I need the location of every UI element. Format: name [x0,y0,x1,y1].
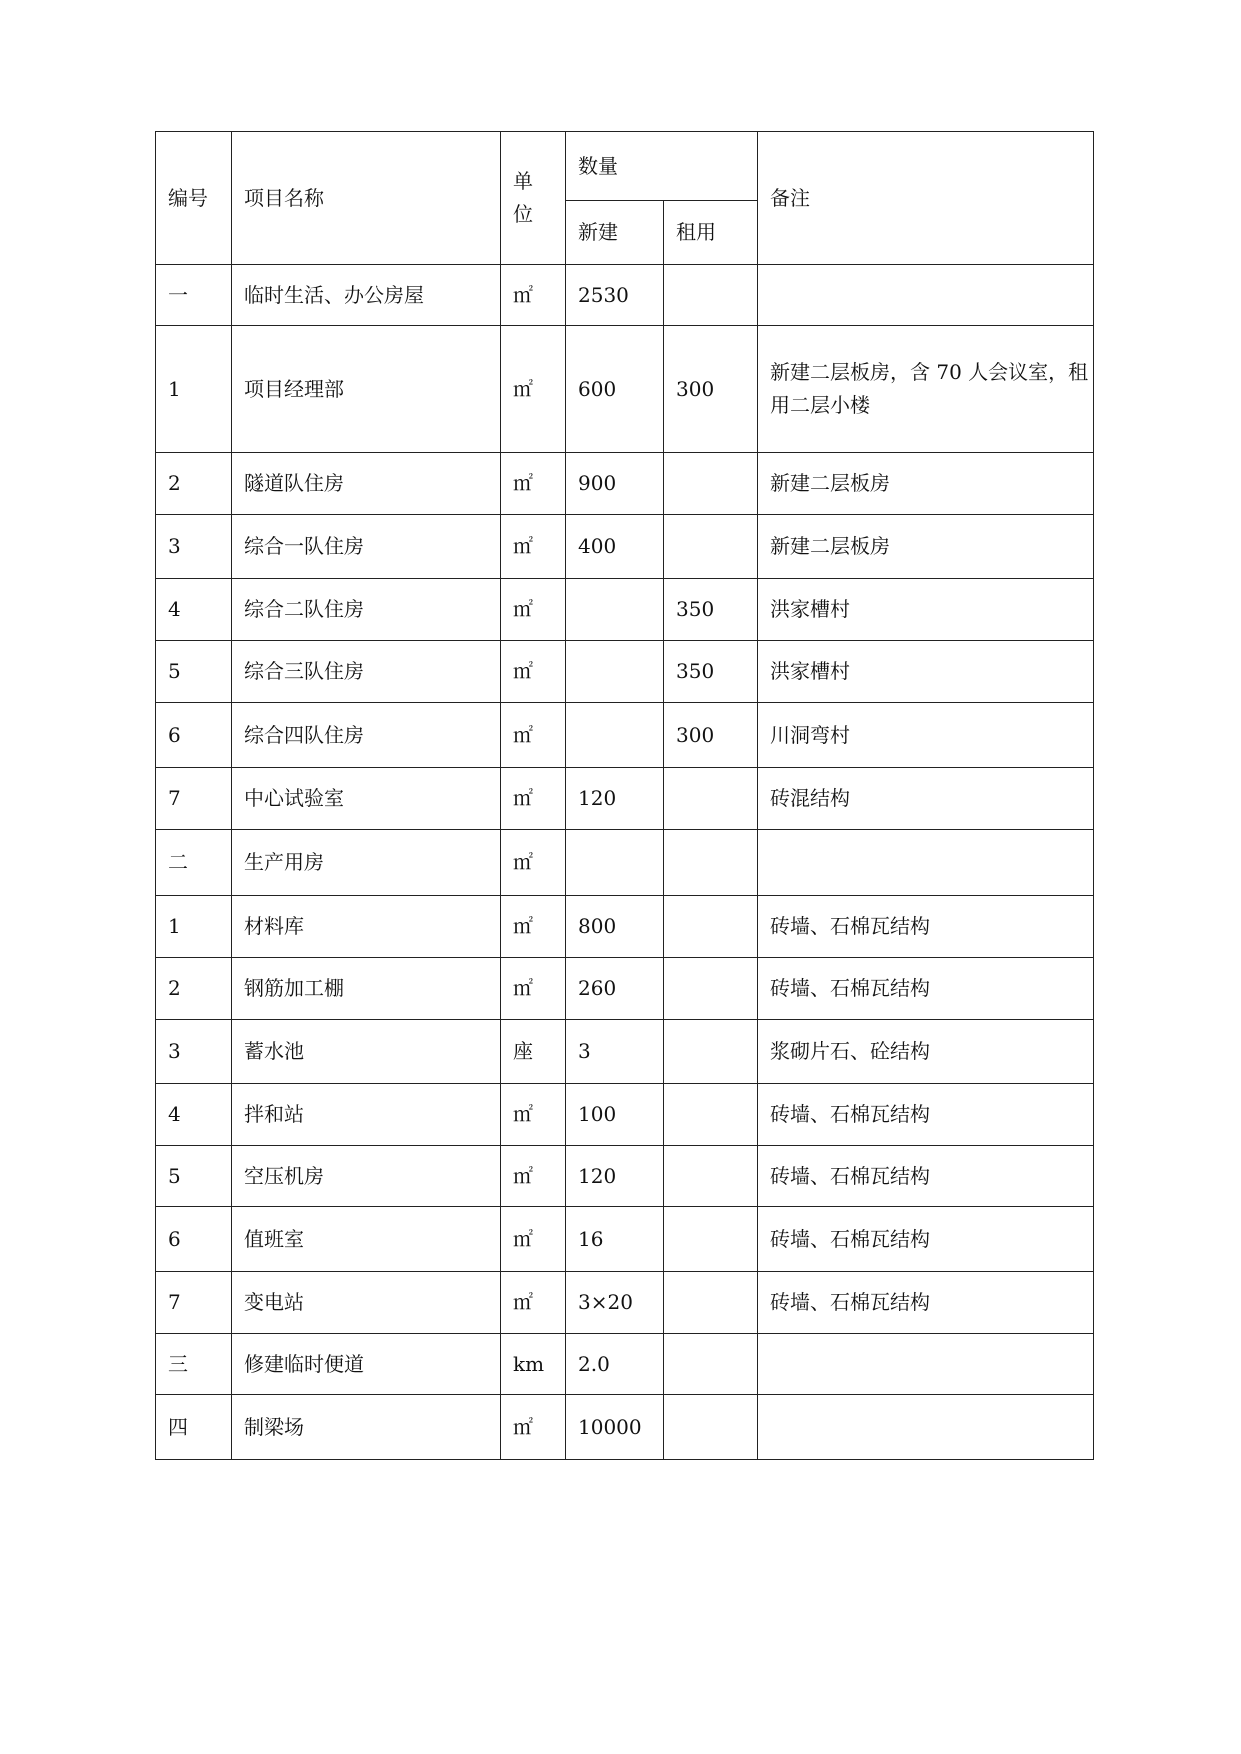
cell-unit: ㎡ [501,958,566,1020]
cell-no: 3 [156,1020,232,1084]
facilities-table [155,131,1094,1460]
cell-rent: 350 [664,579,758,641]
cell-no: 二 [156,830,232,896]
table-row [156,1395,1094,1460]
cell-unit: ㎡ [501,579,566,641]
table-row [156,326,1094,453]
cell-rent [664,1146,758,1207]
cell-name: 空压机房 [232,1146,501,1207]
table-row [156,1207,1094,1272]
cell-remark: 砖混结构 [758,768,1094,830]
table-row [156,579,1094,641]
table-row [156,896,1094,958]
table-row [156,641,1094,703]
cell-no: 6 [156,1207,232,1272]
cell-unit: km [501,1334,566,1395]
cell-unit: ㎡ [501,1207,566,1272]
table-row [156,958,1094,1020]
cell-name: 综合三队住房 [232,641,501,703]
table-row [156,1084,1094,1146]
cell-name: 制梁场 [232,1395,501,1460]
cell-no: 5 [156,641,232,703]
cell-remark: 砖墙、石棉瓦结构 [758,958,1094,1020]
cell-new: 120 [566,1146,664,1207]
cell-no: 1 [156,896,232,958]
cell-new [566,641,664,703]
cell-remark: 浆砌片石、砼结构 [758,1020,1094,1084]
cell-name: 变电站 [232,1272,501,1334]
cell-new: 260 [566,958,664,1020]
cell-name: 值班室 [232,1207,501,1272]
cell-remark: 砖墙、石棉瓦结构 [758,896,1094,958]
cell-rent [664,1084,758,1146]
header-quantity: 数量 [566,132,758,201]
header-row [156,132,1094,201]
header-remark: 备注 [758,132,1094,265]
cell-no: 2 [156,453,232,515]
cell-unit: ㎡ [501,830,566,896]
table-row [156,768,1094,830]
cell-name: 修建临时便道 [232,1334,501,1395]
cell-name: 生产用房 [232,830,501,896]
cell-name: 项目经理部 [232,326,501,453]
cell-no: 四 [156,1395,232,1460]
cell-remark: 洪家槽村 [758,579,1094,641]
cell-remark [758,1395,1094,1460]
cell-no: 一 [156,265,232,326]
cell-rent [664,1395,758,1460]
header-no: 编号 [156,132,232,265]
cell-new: 600 [566,326,664,453]
cell-remark: 新建二层板房 [758,515,1094,579]
cell-no: 6 [156,703,232,768]
cell-rent [664,958,758,1020]
cell-rent: 350 [664,641,758,703]
cell-unit: ㎡ [501,453,566,515]
table-row [156,265,1094,326]
cell-no: 7 [156,768,232,830]
cell-remark: 新建二层板房 [758,453,1094,515]
cell-rent: 300 [664,326,758,453]
cell-remark: 砖墙、石棉瓦结构 [758,1272,1094,1334]
cell-new: 900 [566,453,664,515]
cell-no: 3 [156,515,232,579]
cell-new: 3 [566,1020,664,1084]
cell-rent [664,1272,758,1334]
cell-new: 3×20 [566,1272,664,1334]
cell-unit: ㎡ [501,326,566,453]
cell-new [566,830,664,896]
cell-name: 中心试验室 [232,768,501,830]
cell-no: 4 [156,1084,232,1146]
cell-unit: ㎡ [501,1272,566,1334]
cell-new: 16 [566,1207,664,1272]
header-unit-line2: 位 [513,202,533,226]
cell-remark: 洪家槽村 [758,641,1094,703]
cell-remark [758,265,1094,326]
cell-unit: 座 [501,1020,566,1084]
cell-name: 蓄水池 [232,1020,501,1084]
cell-unit: ㎡ [501,768,566,830]
cell-new: 400 [566,515,664,579]
cell-unit: ㎡ [501,641,566,703]
header-new: 新建 [566,201,664,265]
cell-new [566,579,664,641]
cell-new: 800 [566,896,664,958]
cell-rent [664,515,758,579]
cell-no: 1 [156,326,232,453]
table-row [156,830,1094,896]
cell-new [566,703,664,768]
cell-rent [664,896,758,958]
cell-rent [664,1207,758,1272]
cell-no: 2 [156,958,232,1020]
cell-name: 临时生活、办公房屋 [232,265,501,326]
table-row [156,1334,1094,1395]
cell-no: 5 [156,1146,232,1207]
cell-unit: ㎡ [501,265,566,326]
cell-unit: ㎡ [501,1395,566,1460]
cell-new: 2530 [566,265,664,326]
table-row [156,1146,1094,1207]
cell-name: 材料库 [232,896,501,958]
cell-remark: 川洞弯村 [758,703,1094,768]
cell-rent: 300 [664,703,758,768]
header-unit-line1: 单 [513,169,533,193]
cell-remark [758,830,1094,896]
cell-unit: ㎡ [501,703,566,768]
cell-name: 综合二队住房 [232,579,501,641]
cell-name: 综合四队住房 [232,703,501,768]
cell-new: 120 [566,768,664,830]
table-row [156,703,1094,768]
header-name: 项目名称 [232,132,501,265]
cell-rent [664,265,758,326]
cell-remark: 砖墙、石棉瓦结构 [758,1207,1094,1272]
cell-no: 7 [156,1272,232,1334]
cell-unit: ㎡ [501,896,566,958]
cell-name: 综合一队住房 [232,515,501,579]
cell-no: 4 [156,579,232,641]
cell-unit: ㎡ [501,515,566,579]
table-row [156,453,1094,515]
cell-remark: 砖墙、石棉瓦结构 [758,1084,1094,1146]
table-row [156,1020,1094,1084]
cell-remark: 砖墙、石棉瓦结构 [758,1146,1094,1207]
cell-unit: ㎡ [501,1084,566,1146]
cell-rent [664,453,758,515]
cell-rent [664,1020,758,1084]
cell-remark: 新建二层板房，含 70 人会议室，租用二层小楼 [758,326,1094,453]
cell-name: 钢筋加工棚 [232,958,501,1020]
cell-rent [664,830,758,896]
cell-no: 三 [156,1334,232,1395]
cell-unit: ㎡ [501,1146,566,1207]
cell-rent [664,768,758,830]
cell-remark [758,1334,1094,1395]
header-rent: 租用 [664,201,758,265]
cell-new: 2.0 [566,1334,664,1395]
cell-name: 隧道队住房 [232,453,501,515]
table-row [156,1272,1094,1334]
cell-new: 10000 [566,1395,664,1460]
header-unit [501,132,566,265]
table-row [156,515,1094,579]
cell-new: 100 [566,1084,664,1146]
cell-name: 拌和站 [232,1084,501,1146]
cell-rent [664,1334,758,1395]
